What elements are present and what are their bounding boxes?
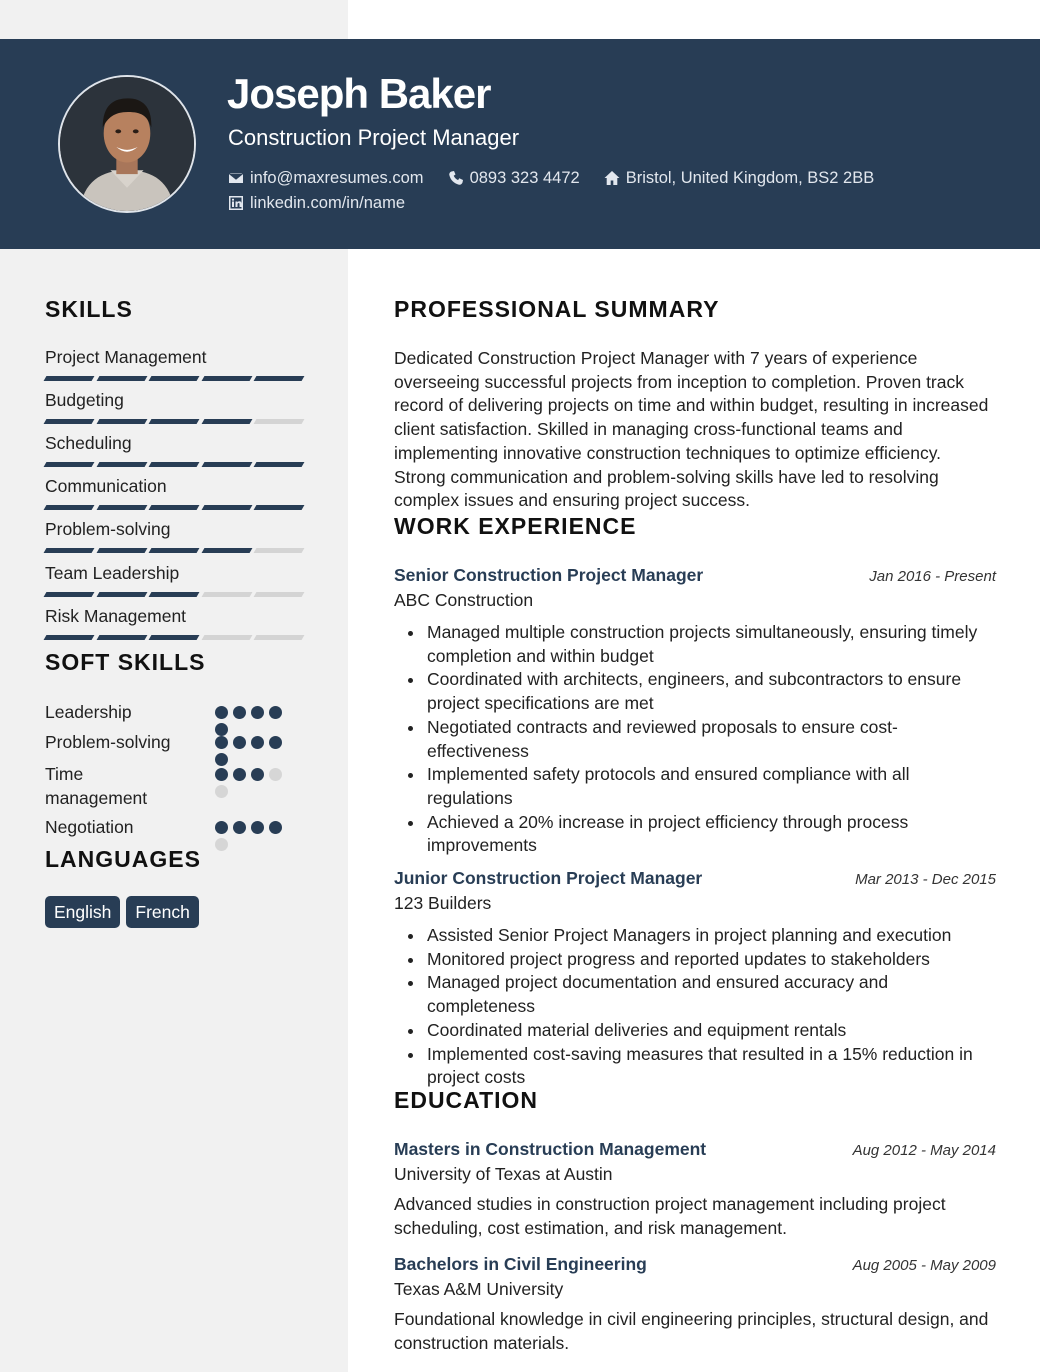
phone-text: 0893 323 4472	[469, 169, 580, 187]
job-dates: Mar 2013 - Dec 2015	[855, 871, 996, 888]
skill-name: Problem-solving	[45, 519, 171, 539]
soft-skill-item	[45, 762, 305, 810]
skill-name: Communication	[45, 476, 167, 496]
job-bullet: Monitored project progress and reported updates to stakeholders	[394, 948, 996, 972]
education-heading: EDUCATION	[394, 1087, 539, 1113]
soft-skill-item	[45, 815, 305, 839]
soft-skill-item	[45, 730, 305, 754]
soft-skills-heading: SOFT SKILLS	[45, 649, 206, 675]
candidate-name: Joseph Baker	[227, 70, 491, 117]
home-icon	[604, 170, 620, 186]
soft-skill-item	[45, 700, 305, 724]
soft-skill-rating	[215, 821, 289, 851]
education-entry	[394, 1139, 996, 1240]
job-bullet: Coordinated with architects, engineers, and subcontractors to ensure project specifications are met	[394, 668, 996, 715]
language-badge: French	[126, 896, 198, 928]
contact-location	[604, 170, 875, 187]
contact-linkedin[interactable]	[228, 195, 405, 212]
job-bullet: Managed project documentation and ensured accuracy and completeness	[394, 971, 996, 1018]
contact-row	[228, 170, 874, 187]
job-role: Senior Construction Project Manager	[394, 565, 704, 585]
job-bullets	[394, 621, 996, 858]
job-company: ABC Construction	[394, 590, 534, 610]
soft-skill-rating	[215, 768, 289, 798]
experience-heading: WORK EXPERIENCE	[394, 513, 637, 539]
skill-item	[45, 435, 305, 467]
resume-header	[0, 39, 1040, 249]
education-description: Advanced studies in construction project management including project scheduling, cost estimation, and risk management.	[394, 1194, 946, 1238]
avatar-photo	[60, 77, 194, 211]
languages-heading: LANGUAGES	[45, 846, 201, 872]
skills-heading: SKILLS	[45, 296, 133, 322]
skill-rating	[45, 635, 305, 640]
language-badge: English	[45, 896, 120, 928]
linkedin-text: linkedin.com/in/name	[250, 194, 405, 212]
linkedin-icon	[228, 195, 244, 211]
degree-title: Masters in Construction Management	[394, 1139, 707, 1159]
avatar	[58, 75, 196, 213]
skill-name: Budgeting	[45, 390, 124, 410]
education-description: Foundational knowledge in civil engineering principles, structural design, and construction materials.	[394, 1309, 989, 1353]
language-list	[45, 896, 199, 928]
skill-item	[45, 565, 305, 597]
education-dates: Aug 2012 - May 2014	[852, 1142, 996, 1159]
job-company: 123 Builders	[394, 893, 492, 913]
skill-item	[45, 521, 305, 553]
contact-phone[interactable]	[448, 170, 580, 187]
skill-name: Team Leadership	[45, 563, 180, 583]
job-entry	[394, 868, 996, 1090]
education-entry	[394, 1254, 996, 1355]
education-dates: Aug 2005 - May 2009	[852, 1257, 996, 1274]
summary-text: Dedicated Construction Project Manager with 7 years of experience overseeing successful projects from inception to completion. Proven track record of delivering projects on time and within budget, resulting in increased client satisfaction. Skilled in managing cross-functional teams and implementing innovative construction techniques to optimize efficiency. Strong communication and problem-solving skills have led to resolving complex issues and ensuring project success.	[394, 348, 989, 511]
job-bullets	[394, 924, 996, 1090]
skill-item	[45, 478, 305, 510]
soft-skill-name: Negotiation	[45, 817, 134, 837]
job-dates: Jan 2016 - Present	[869, 568, 996, 585]
soft-skill-name: Problem-solving	[45, 732, 171, 752]
contact-email[interactable]	[228, 170, 424, 187]
job-bullet: Managed multiple construction projects simultaneously, ensuring timely completion and within budget	[394, 621, 996, 668]
skill-rating	[45, 505, 305, 510]
skill-name: Risk Management	[45, 606, 187, 626]
job-bullet: Implemented safety protocols and ensured compliance with all regulations	[394, 763, 996, 810]
skill-rating	[45, 419, 305, 424]
job-role: Junior Construction Project Manager	[394, 868, 703, 888]
soft-skill-name: Leadership	[45, 702, 132, 722]
skill-rating	[45, 376, 305, 381]
school-name: Texas A&M University	[394, 1279, 564, 1299]
contact-row	[228, 195, 405, 212]
job-bullet: Implemented cost-saving measures that resulted in a 15% reduction in project costs	[394, 1043, 996, 1090]
skill-item	[45, 349, 305, 381]
summary-heading: PROFESSIONAL SUMMARY	[394, 296, 720, 322]
skill-name: Scheduling	[45, 433, 132, 453]
location-text: Bristol, United Kingdom, BS2 2BB	[625, 169, 875, 187]
skill-item	[45, 608, 305, 640]
job-bullet: Coordinated material deliveries and equipment rentals	[394, 1019, 996, 1043]
skill-rating	[45, 548, 305, 553]
job-bullet: Negotiated contracts and reviewed proposals to ensure cost-effectiveness	[394, 716, 996, 763]
envelope-icon	[228, 170, 244, 186]
soft-skill-name: Time management	[45, 764, 148, 808]
candidate-title: Construction Project Manager	[228, 125, 520, 150]
skill-rating	[45, 592, 305, 597]
skill-name: Project Management	[45, 347, 207, 367]
skill-rating	[45, 462, 305, 467]
skill-item	[45, 392, 305, 424]
phone-icon	[448, 170, 464, 186]
job-bullet: Achieved a 20% increase in project efficiency through process improvements	[394, 811, 996, 858]
job-bullet: Assisted Senior Project Managers in project planning and execution	[394, 924, 996, 948]
email-text: info@maxresumes.com	[250, 169, 424, 187]
degree-title: Bachelors in Civil Engineering	[394, 1254, 647, 1274]
job-entry	[394, 565, 996, 858]
school-name: University of Texas at Austin	[394, 1164, 613, 1184]
